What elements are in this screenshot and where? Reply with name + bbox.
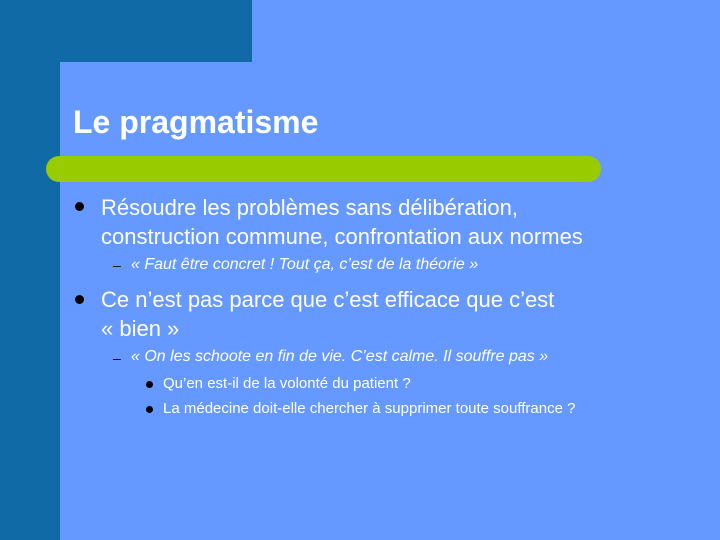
bullet-dot [75,202,84,211]
sub-bullet-2-text: « On les schoote en fin de vie. C’est calme. Il souffre pas » [131,348,549,365]
bullet-dot [75,295,84,304]
sub-sub-bullet-1-text: Qu’en est-il de la volonté du patient ? [163,375,411,392]
bullet-2-line-1: Ce n’est pas parce que c’est efficace que c’est [101,287,555,312]
sub-sub-bullet-2-text: La médecine doit-elle chercher à supprimer toute souffrance ? [163,400,576,417]
top-band [0,0,252,62]
bullet-1-line-1: Résoudre les problèmes sans délibération, [101,195,519,220]
bullet-1-line-2: construction commune, confrontation aux normes [101,224,583,249]
bullet-2-line-2: « bien » [101,316,180,341]
sub-bullet-dash: – [113,257,121,273]
sub-sub-bullet-dot [146,406,153,413]
sub-sub-bullet-dot [146,381,153,388]
left-band [0,0,60,540]
sub-bullet-dash: – [113,350,121,366]
title-underline-bar [46,156,601,182]
band-corner [60,62,100,102]
sub-bullet-1-text: « Faut être concret ! Tout ça, c’est de la théorie » [131,256,479,273]
slide-title: Le pragmatisme [73,104,319,140]
